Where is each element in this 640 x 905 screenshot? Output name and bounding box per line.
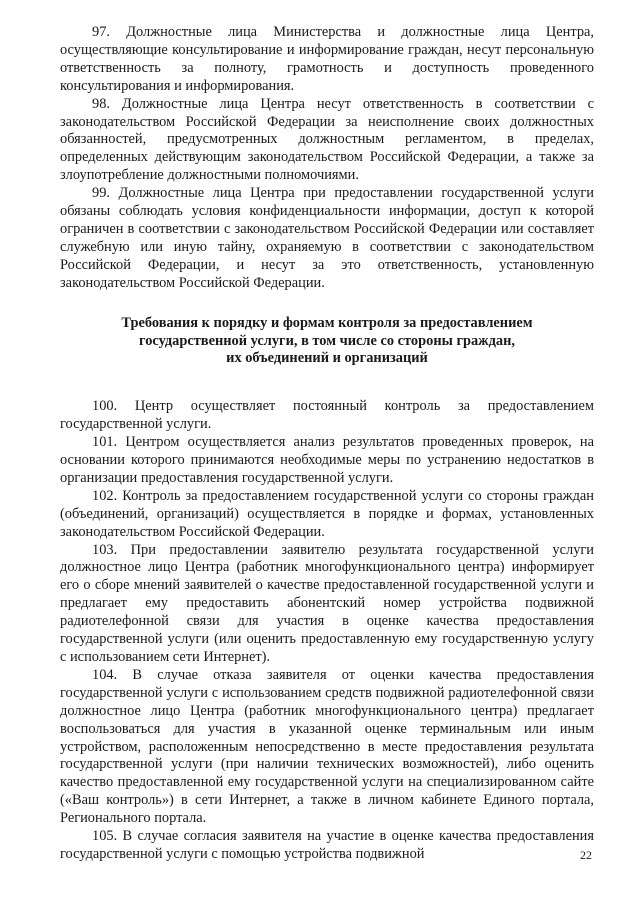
paragraph-105: 105. В случае согласия заявителя на участие в оценке качества предоставления государственной услуги с помощью устройства подвижной [60, 828, 594, 862]
document-page [60, 24, 594, 864]
section-heading-line-3: их объединений и организаций [226, 350, 428, 367]
paragraph-103: 103. При предоставлении заявителю результата государственной услуги должностное лицо Центра (работник многофункционального центра) информирует его о сборе мнений заявителей о качестве предоставленной государственной услуги и предлагает ему предоставить абонентский номер устройства подвижной радиотелефонной связи для участия в оценке качества предоставления государственной услуги (или оценить предоставленную ему государственную услугу с использованием сети Интернет). [60, 541, 594, 665]
paragraph-100: 100. Центр осуществляет постоянный контроль за предоставлением государственной услуги. [60, 398, 594, 433]
paragraph-99: 99. Должностные лица Центра при предоставлении государственной услуги обязаны соблюдать условия конфиденциальности информации, доступ к которой ограничен в соответствии с законодательством Российской Федерации или составляет служебную или иную тайну, охраняемую в соответствии с законодательством Российской Федерации, и несут за это ответственность, установленную законодательством Российской Федерации. [60, 185, 594, 291]
section-heading-line-2: государственной услуги, в том числе со стороны граждан, [139, 332, 515, 349]
section-heading [60, 315, 594, 369]
page-number: 22 [580, 848, 592, 862]
paragraph-102: 102. Контроль за предоставлением государственной услуги со стороны граждан (объединений, организаций) осуществляется в порядке и формах, установленных законодательством Российской Федерации. [60, 487, 594, 540]
paragraph-104: 104. В случае отказа заявителя от оценки качества предоставления государственной услуги с использованием средств подвижной радиотелефонной связи должностное лицо Центра (работник многофункционального центра) предлагает воспользоваться для участия в указанной оценке терминальным или иным устройством, расположенным непосредственно в месте предоставления результата государственной услуги (при наличии технических возможностей), либо оценить качество предоставленной ему государственной услуги на специализированном сайте («Ваш контроль») в сети Интернет, а также в личном кабинете Единого портала, Регионального портала. [60, 666, 594, 827]
section-heading-line-1: Требования к порядку и формам контроля за предоставлением [121, 314, 533, 331]
paragraph-98: 98. Должностные лица Центра несут ответственность в соответствии с законодательством Российской Федерации за неисполнение своих должностных обязанностей, предусмотренных должностным регламентом, в пределах, определенных действующим законодательством Российской Федерации, а также за злоупотребление должностными полномочиями. [60, 95, 594, 184]
paragraph-101: 101. Центром осуществляется анализ результатов проведенных проверок, на основании которого принимаются необходимые меры по устранению недостатков в организации предоставления государственной услуги. [60, 434, 594, 486]
paragraph-97: 97. Должностные лица Министерства и должностные лица Центра, осуществляющие консультирование и информирование граждан, несут персональную ответственность за полноту, грамотность и доступность проведенного консультирования и информирования. [60, 24, 594, 94]
